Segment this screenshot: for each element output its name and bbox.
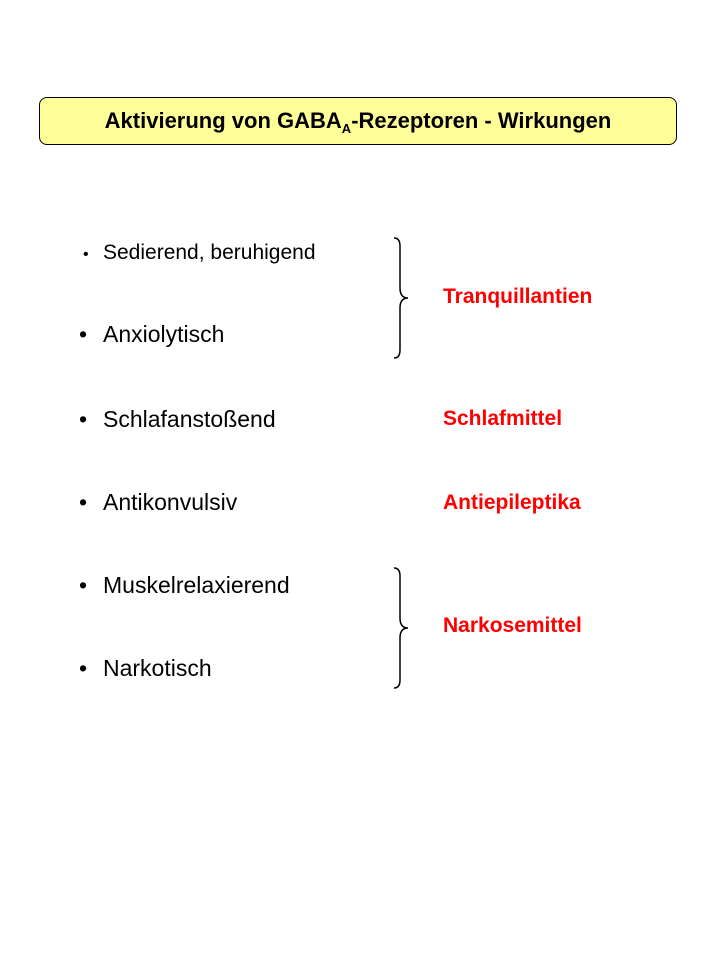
effect-item-muskelrelaxierend [79,571,290,599]
page-title: Aktivierung von $GABA_A$-Rezeptoren - Wirkungen [104,108,612,136]
effect-item-schlafanstossend [79,405,276,433]
category-tranquillantien: Tranquillantien [443,285,593,308]
bullet-icon: • [79,321,88,347]
category-narkosemittel: Narkosemittel [443,614,582,637]
category-antiepileptika: Antiepileptika [443,491,581,514]
title-banner [39,97,677,145]
effect-item-anxiolytisch [79,320,224,348]
bullet-icon: • [79,406,88,432]
effect-label: Anxiolytisch [103,321,225,347]
right-brace-icon [388,566,412,690]
right-brace-icon [388,236,412,360]
effect-label: Muskelrelaxierend [103,572,290,598]
effect-item-narkotisch [79,654,212,682]
effect-label: Narkotisch [103,655,212,681]
category-schlafmittel: Schlafmittel [443,407,563,430]
effect-label: Schlafanstoßend [103,406,276,432]
bullet-icon: • [79,489,88,515]
bullet-icon: • [79,655,88,681]
bullet-icon: • [79,572,88,598]
effect-item-antikonvulsiv [79,488,237,516]
bullet-icon: • [83,246,89,263]
title-subscript: A [341,121,352,136]
effect-label: Sedierend, beruhigend [103,241,316,264]
effect-item-sedierend [83,239,316,269]
effect-label: Antikonvulsiv [103,489,238,515]
